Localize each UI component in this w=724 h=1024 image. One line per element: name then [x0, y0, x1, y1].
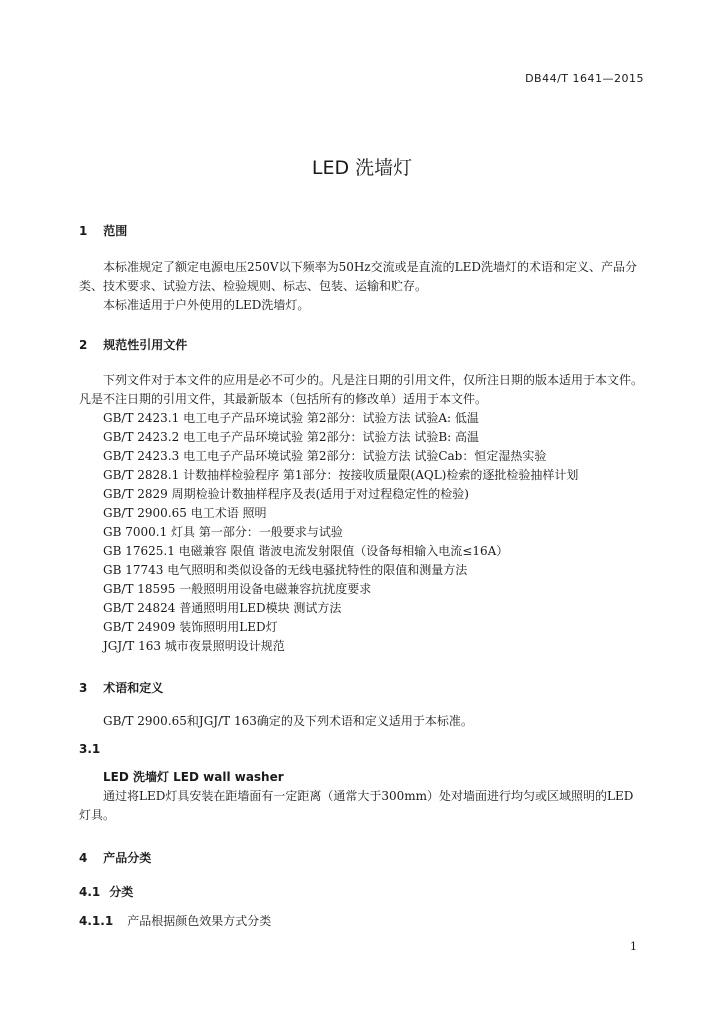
- reference-item: GB 17743 电气照明和类似设备的无线电骚扰特性的限值和测量方法: [103, 563, 468, 577]
- section-title: 范围: [103, 224, 128, 238]
- section-number: 1: [79, 224, 88, 238]
- section-2-body: [79, 371, 645, 656]
- section-number: 4: [79, 851, 88, 865]
- section-number: 2: [79, 338, 88, 352]
- reference-item: GB 7000.1 灯具 第一部分：一般要求与试验: [103, 525, 343, 539]
- reference-item: GB/T 2828.1 计数抽样检验程序 第1部分：按接收质量限(AQL)检索的逐批检验抽样计划: [103, 468, 579, 482]
- term-definition: 通过将LED灯具安装在距墙面有一定距离（通常大于300mm）处对墙面进行均匀或区域照明的LED灯具。: [79, 789, 634, 822]
- subsection-4-1-1-heading: [79, 912, 271, 929]
- section-3-heading: [79, 679, 163, 696]
- reference-item: GB/T 2423.1 电工电子产品环境试验 第2部分：试验方法 试验A: 低温: [103, 411, 479, 425]
- reference-item: GB/T 24909 装饰照明用LED灯: [103, 620, 278, 634]
- section-number: 3: [79, 681, 88, 695]
- subsection-number: 4.1: [79, 885, 101, 899]
- document-title: LED 洗墙灯: [311, 157, 413, 179]
- subsection-number: 4.1.1: [79, 914, 114, 928]
- paragraph: 本标准适用于户外使用的LED洗墙灯。: [103, 298, 310, 312]
- subsection-title: 产品根据颜色效果方式分类: [127, 914, 272, 928]
- term-name: LED 洗墙灯 LED wall washer: [103, 770, 284, 784]
- section-1-body: [79, 258, 645, 315]
- section-4-heading: [79, 849, 151, 866]
- paragraph: 本标准规定了额定电源电压250V以下频率为50Hz交流或是直流的LED洗墙灯的术语和定义、产品分类、技术要求、试验方法、检验规则、标志、包装、运输和贮存。: [79, 260, 637, 293]
- reference-item: GB/T 2829 周期检验计数抽样程序及表(适用于对过程稳定性的检验): [103, 487, 469, 501]
- subsection-3-1-heading: [79, 742, 100, 756]
- paragraph: GB/T 2900.65和JGJ/T 163确定的及下列术语和定义适用于本标准。: [103, 714, 473, 728]
- section-title: 规范性引用文件: [103, 338, 188, 352]
- reference-item: GB 17625.1 电磁兼容 限值 谐波电流发射限值（设备每相输入电流≤16A）: [103, 544, 509, 558]
- reference-item: GB/T 18595 一般照明用设备电磁兼容抗扰度要求: [103, 582, 372, 596]
- reference-item: GB/T 24824 普通照明用LED模块 测试方法: [103, 601, 342, 615]
- subsection-4-1-heading: [79, 883, 133, 900]
- reference-item: GB/T 2423.2 电工电子产品环境试验 第2部分：试验方法 试验B: 高温: [103, 430, 480, 444]
- section-2-heading: [79, 336, 187, 353]
- paragraph: 下列文件对于本文件的应用是必不可少的。凡是注日期的引用文件，仅所注日期的版本适用于本文件。凡是不注日期的引用文件，其最新版本（包括所有的修改单）适用于本文件。: [79, 373, 644, 406]
- subsection-number: 3.1: [79, 742, 101, 756]
- section-title: 术语和定义: [103, 681, 164, 695]
- standard-code: DB44/T 1641—2015: [525, 72, 644, 85]
- subsection-title: 分类: [109, 885, 134, 899]
- reference-item: GB/T 2423.3 电工电子产品环境试验 第2部分：试验方法 试验Cab：恒定湿热实验: [103, 449, 547, 463]
- section-title: 产品分类: [103, 851, 152, 865]
- section-1-heading: [79, 222, 127, 239]
- section-3-intro: [79, 712, 645, 731]
- term-entry: [79, 768, 645, 825]
- page-number: 1: [630, 940, 637, 953]
- reference-item: GB/T 2900.65 电工术语 照明: [103, 506, 267, 520]
- reference-item: JGJ/T 163 城市夜景照明设计规范: [103, 639, 285, 653]
